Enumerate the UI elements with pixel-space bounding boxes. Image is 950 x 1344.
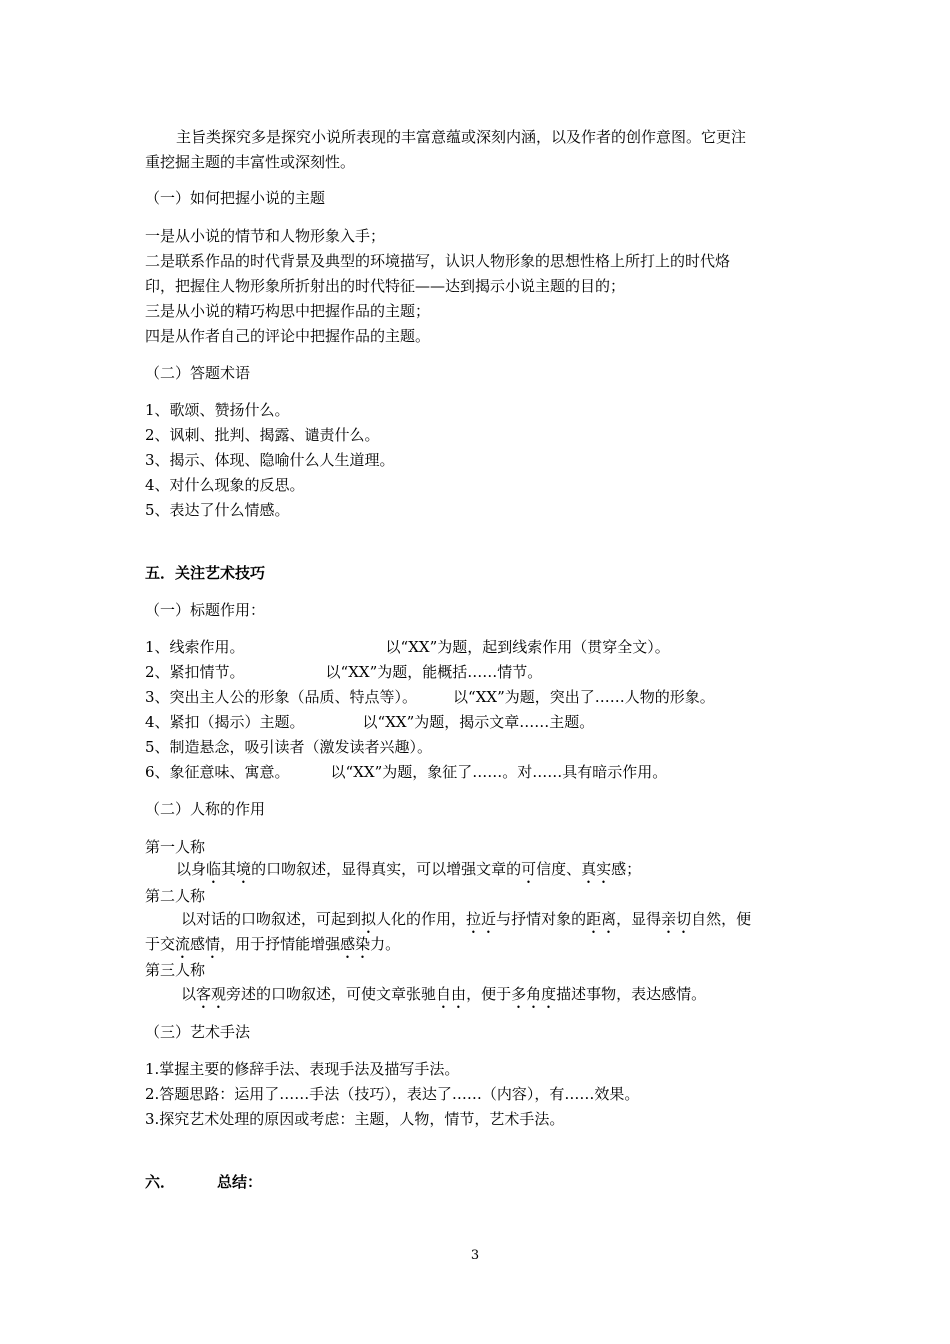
item-label: 6、象征意味、寓意。 <box>145 763 290 781</box>
terms-heading: （二）答题术语 <box>145 364 251 382</box>
item-desc: 以“XX”为题，象征了……。对……具有暗示作用。 <box>330 763 668 781</box>
intro-line-1: 主旨类探究多是探究小说所表现的丰富意蕴或深刻内涵，以及作者的创作意图。它更注 <box>176 128 747 146</box>
terms-item: 1、歌颂、赞扬什么。 <box>145 401 290 419</box>
section-six-title: 六． 总结： <box>145 1173 263 1191</box>
item-label: 3、突出主人公的形象（品质、特点等）。 <box>145 688 418 706</box>
theme-heading: （一）如何把握小说的主题 <box>145 189 326 207</box>
second-person-label: 第二人称 <box>145 887 206 905</box>
theme-item: 一是从小说的情节和人物形象入手； <box>145 227 386 245</box>
title-function-heading: （一）标题作用： <box>145 601 266 619</box>
third-person-desc: 以客观旁述的口吻叙述，可使文章张驰自由，便于多角度描述事物，表达感情。 <box>181 985 707 1003</box>
title-function-item <box>145 662 542 682</box>
item-label: 5、制造悬念，吸引读者（激发读者兴趣）。 <box>145 738 433 756</box>
title-function-item <box>145 687 715 707</box>
page-number: 3 <box>470 1248 480 1263</box>
first-person-desc: 以身临其境的口吻叙述，显得真实，可以增强文章的可信度、真实感； <box>176 860 642 878</box>
theme-item: 四是从作者自己的评论中把握作品的主题。 <box>145 327 431 345</box>
terms-item: 5、表达了什么情感。 <box>145 501 290 519</box>
item-desc: 以“XX”为题，揭示文章……主题。 <box>362 713 595 731</box>
item-desc: 以“XX”为题，突出了……人物的形象。 <box>453 688 715 706</box>
section-five-title: 五．关注艺术技巧 <box>145 564 266 582</box>
item-label: 4、紧扣（揭示）主题。 <box>145 713 305 731</box>
intro-line-2: 重挖掘主题的丰富性或深刻性。 <box>145 153 356 171</box>
theme-item: 三是从小说的精巧构思中把握作品的主题； <box>145 302 431 320</box>
item-label: 2、紧扣情节。 <box>145 663 245 681</box>
art-item: 3.探究艺术处理的原因或考虑：主题，人物，情节，艺术手法。 <box>145 1110 565 1128</box>
art-item: 1.掌握主要的修辞手法、表现手法及描写手法。 <box>145 1060 460 1078</box>
third-person-label: 第三人称 <box>145 961 206 979</box>
title-function-item <box>145 737 432 757</box>
second-person-desc-line-2: 于交流感情，用于抒情能增强感染力。 <box>145 935 401 953</box>
theme-item: 印，把握住人物形象所折射出的时代特征——达到揭示小说主题的目的； <box>145 277 626 295</box>
item-label: 1、线索作用。 <box>145 638 245 656</box>
theme-item: 二是联系作品的时代背景及典型的环境描写，认识人物形象的思想性格上所打上的时代烙 <box>145 252 731 270</box>
item-desc: 以“XX”为题，起到线索作用（贯穿全文）。 <box>385 638 670 656</box>
title-function-item <box>145 762 667 782</box>
person-heading: （二）人称的作用 <box>145 800 266 818</box>
art-heading: （三）艺术手法 <box>145 1023 251 1041</box>
title-function-item <box>145 637 670 657</box>
terms-item: 4、对什么现象的反思。 <box>145 476 305 494</box>
title-function-item <box>145 712 594 732</box>
second-person-desc-line-1: 以对话的口吻叙述，可起到拟人化的作用，拉近与抒情对象的距离，显得亲切自然，便 <box>181 910 752 928</box>
art-item: 2.答题思路：运用了……手法（技巧），表达了……（内容），有……效果。 <box>145 1085 640 1103</box>
terms-item: 3、揭示、体现、隐喻什么人生道理。 <box>145 451 395 469</box>
item-desc: 以“XX”为题，能概括……情节。 <box>325 663 543 681</box>
terms-item: 2、讽刺、批判、揭露、谴责什么。 <box>145 426 380 444</box>
first-person-label: 第一人称 <box>145 838 206 856</box>
